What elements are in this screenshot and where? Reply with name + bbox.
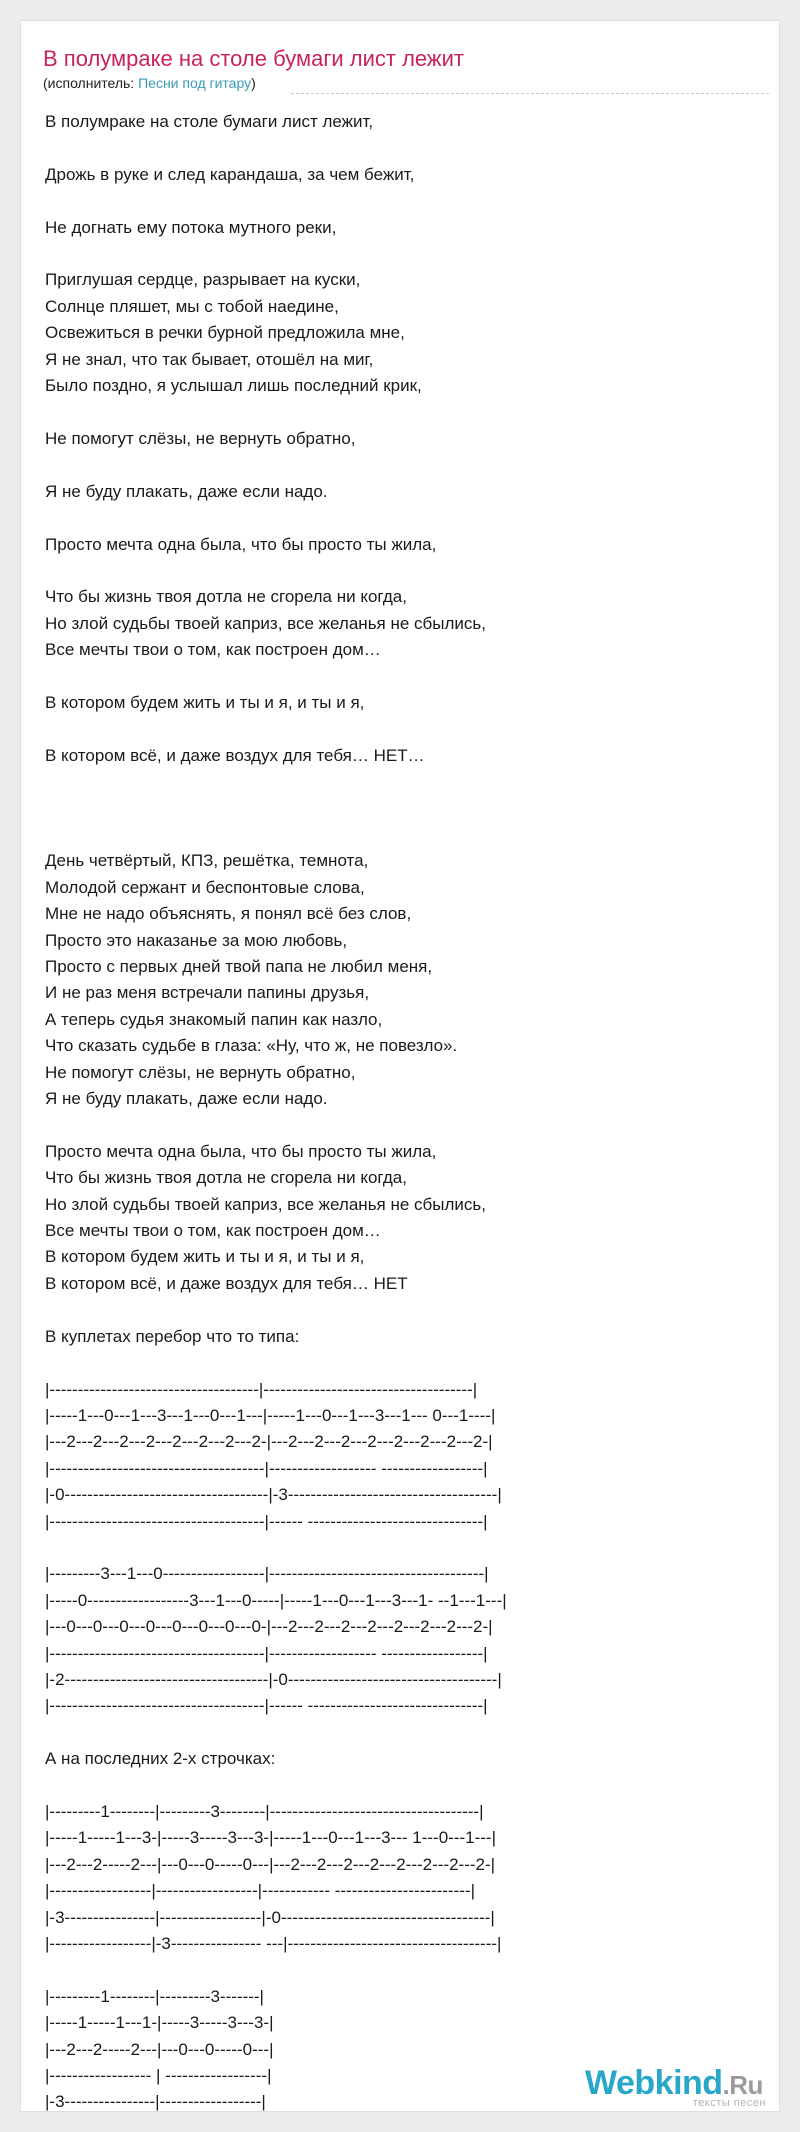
song-title: В полумраке на столе бумаги лист лежит (43, 46, 464, 71)
logo-brand: Webkind (585, 2064, 723, 2102)
performer-suffix: ) (251, 75, 256, 91)
song-card (20, 20, 780, 2112)
performer-prefix: (исполнитель: (43, 75, 139, 91)
site-logo[interactable] (585, 2063, 770, 2109)
logo-tagline: тексты песен (692, 2097, 766, 2109)
title-divider (291, 93, 769, 94)
performer-link[interactable]: Песни под гитару (138, 75, 252, 91)
lyrics-text: В полумраке на столе бумаги лист лежит, Дрожь в руке и след карандаша, за чем бежит, Не догнать ему потока мутного реки, Приглушая сердце, разрывает на куски, Солнце пляшет, мы с тобой наедине, Освежиться в речки бурной предложила мне, Я не знал, что так бывает, отошёл на миг, Было поздно, я услышал лишь последний крик, Не помогут слёзы, не вернуть обратно, Я не буду плакать, даже если надо. Просто мечта одна была, что бы просто ты жила, Что бы жизнь твоя дотла не сгорела ни когда, Но злой судьбы твоей каприз, все желанья не сбылись, Все мечты твои о том, как построен дом… В котором будем жить и ты и я, и ты и я, В котором всё, и даже воздух для тебя… НЕТ… День четвёртый, КПЗ, решётка, темнота, Молодой сержант и беспонтовые слова, Мне не надо объяснять, я понял всё без слов, Просто это наказанье за мою любовь, Просто с первых дней твой папа не любил меня, И не раз меня встречали папины друзья, А теперь судья знакомый папин как назло, Что сказать судьбе в глаза: «Ну, что ж, не повезло». Не помогут слёзы, не вернуть обратно, Я не буду плакать, даже если надо. Просто мечта одна была, что бы просто ты жила, Что бы жизнь твоя дотла не сгорела ни когда, Но злой судьбы твоей каприз, все желанья не сбылись, Все мечты твои о том, как построен дом… В котором будем жить и ты и я, и ты и я, В котором всё, и даже воздух для тебя… НЕТ В куплетах перебор что то типа: |-------------------------------------|-------------------------------------| |-----1---0---1---3---1---0---1---|-----1---0---1---3---1--- 0---1----| |---2---2---2---2---2---2---2---2-|---2---2---2---2---2---2---2---2-| |--------------------------------------|------------------- ------------------| |-0------------------------------------|-3-------------------------------------| |--------------------------------------|------ -------------------------------| |---------3---1---0------------------|--------------------------------------| |-----0------------------3---1---0-----|-----1---0---1---3---1- --1---1---| |---0---0---0---0---0---0---0---0-|---2---2---2---2---2---2---2---2-| |--------------------------------------|------------------- ------------------| |-2------------------------------------|-0-------------------------------------| |--------------------------------------|------ -------------------------------| А на последних 2-х строчках: |---------1--------|---------3--------|-------------------------------------| |-----1-----1---3-|-----3-----3---3-|-----1---0---1---3--- 1---0---1---| |---2---2-----2---|---0---0-----0---|---2---2---2---2---2---2---2---2-| |------------------|------------------|------------ ------------------------| |-3----------------|------------------|-0-------------------------------------| |------------------|-3---------------- ---|-------------------------------------| |---------1--------|---------3-------| |-----1-----1---1-|-----3-----3---3-| |---2---2-----2---|---0---0-----0---| |------------------ | ------------------| |-3----------------|------------------| (45, 112, 507, 2112)
performer-line (43, 74, 256, 92)
logo-tld: .Ru (722, 2070, 763, 2100)
